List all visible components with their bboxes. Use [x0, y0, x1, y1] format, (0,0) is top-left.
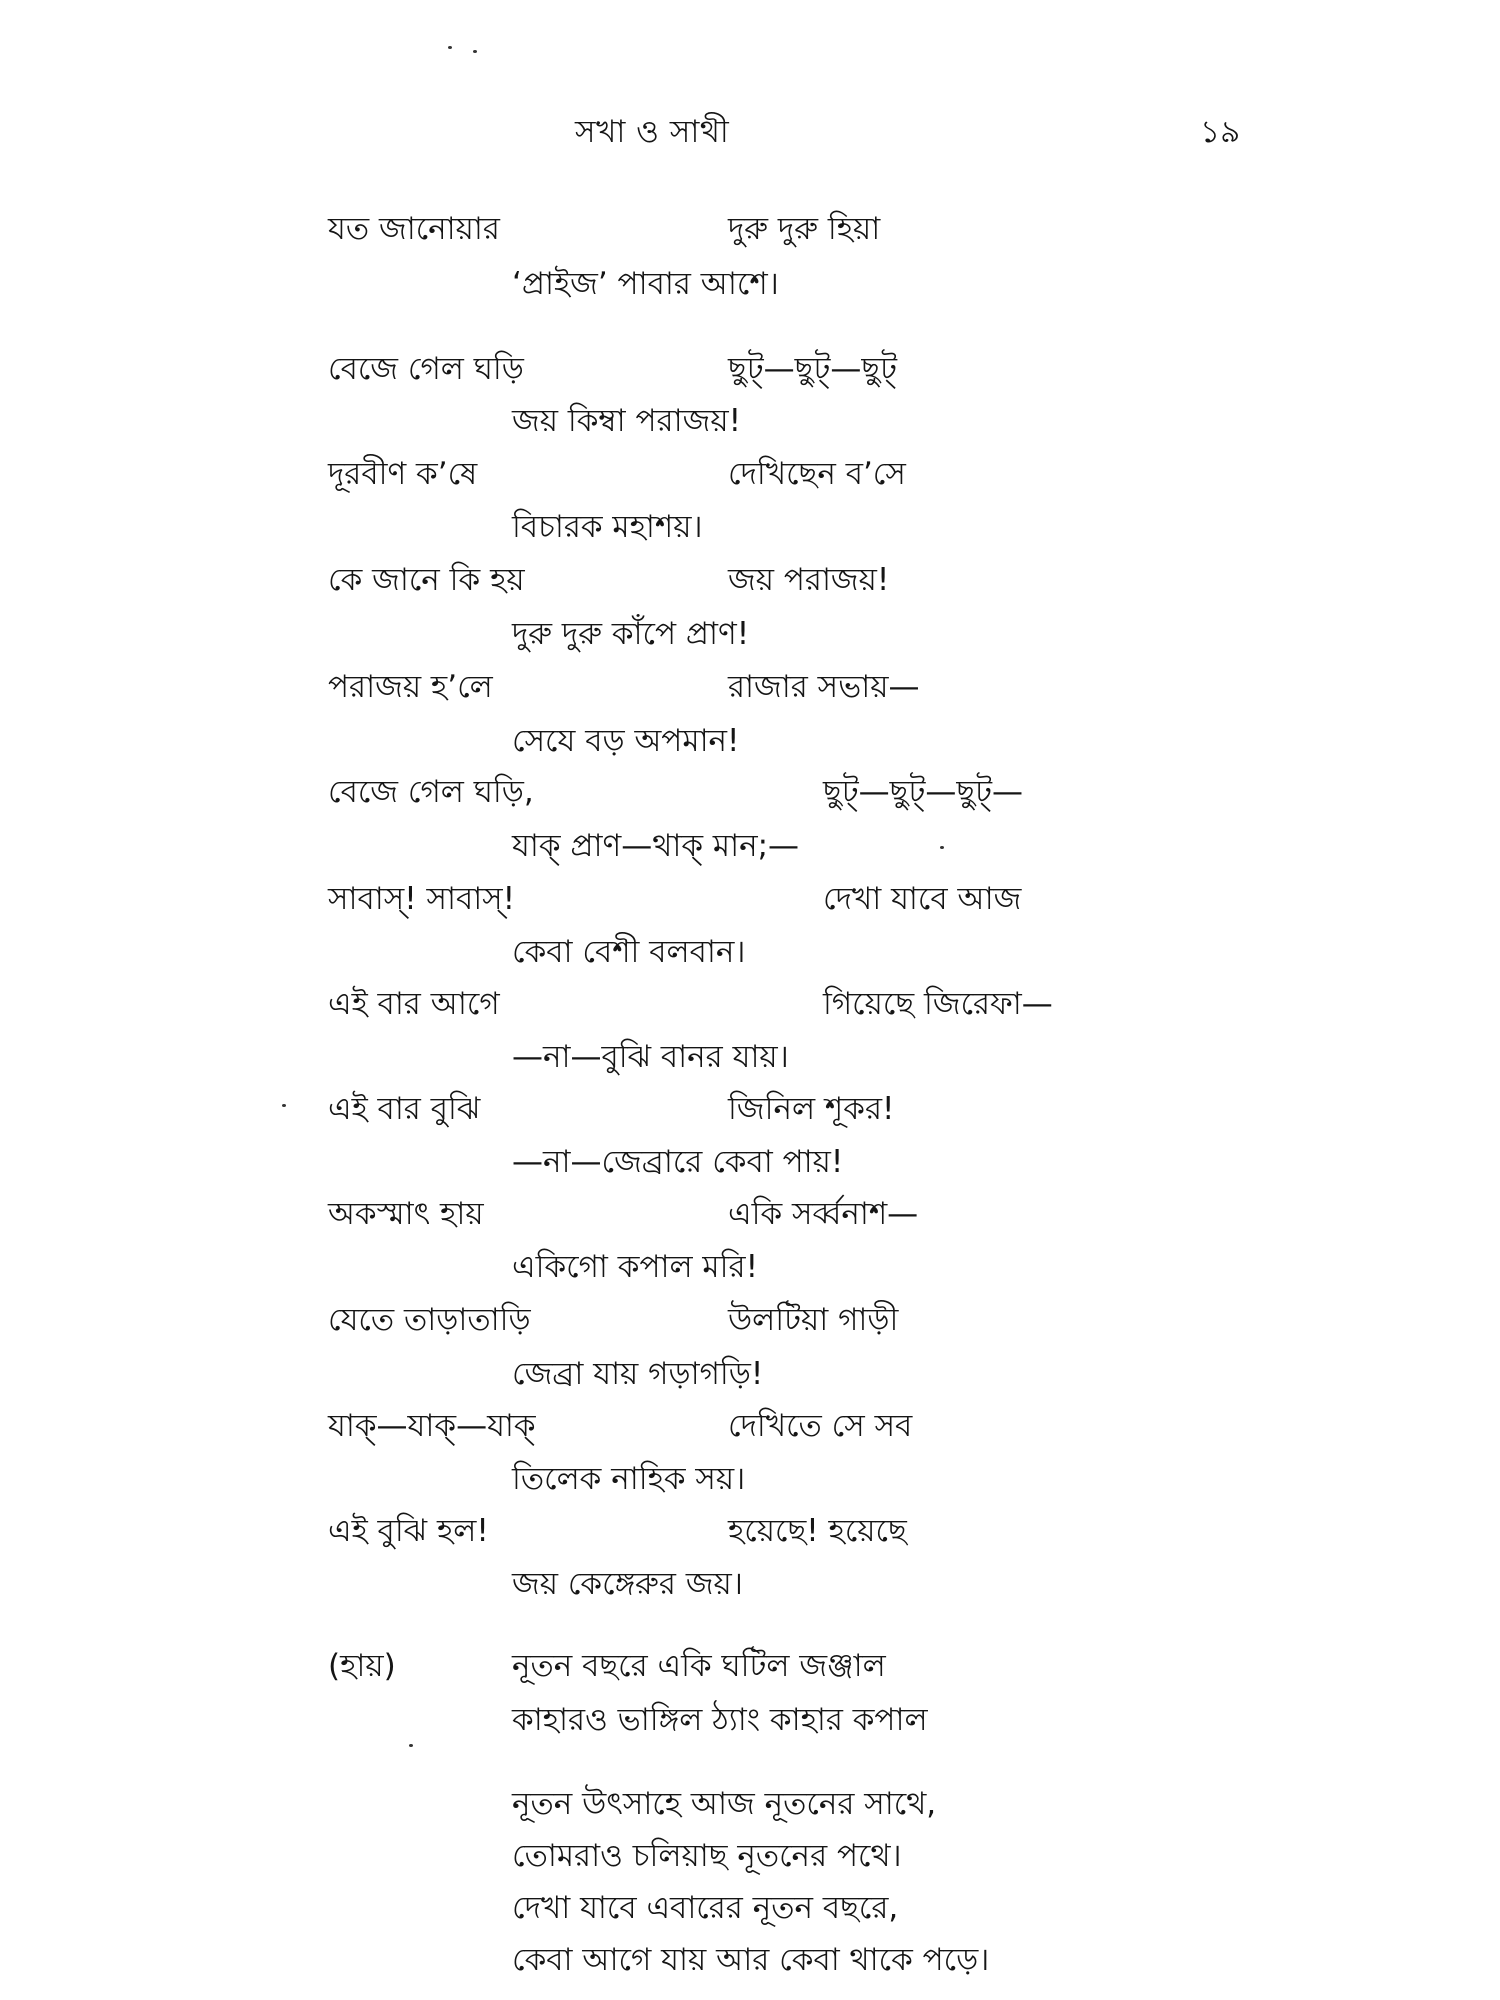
poem-line-left: এই বার বুঝি	[328, 1091, 481, 1127]
poem-line-left: যেতে তাড়াতাড়ি	[328, 1302, 531, 1338]
scan-speck	[473, 50, 477, 53]
poem-line-right: গিয়েছে জিরেফা—	[823, 986, 1053, 1022]
poem-line-right: একি সর্ব্বনাশ—	[728, 1196, 919, 1232]
poem-line-refrain: কেবা বেশী বলবান।	[512, 934, 746, 970]
poem-line-right: দুরু দুরু হিয়া	[728, 211, 881, 247]
speaker-label: (হায়)	[328, 1648, 396, 1684]
poem-line-right: ছুট্—ছুট্—ছুট্—	[823, 774, 1024, 810]
poem-line-right: রাজার সভায়—	[728, 669, 920, 705]
scan-speck	[940, 846, 944, 849]
poem-line-left: যত জানোয়ার	[328, 211, 500, 247]
final-stanza-line: দেখা যাবে এবারের নূতন বছরে,	[512, 1890, 899, 1926]
poem-line-refrain: —না—বুঝি বানর যায়।	[512, 1039, 789, 1075]
poem-line-right: জিনিল শূকর!	[728, 1091, 895, 1127]
poem-line-left: এই বার আগে	[328, 986, 500, 1022]
final-stanza-line: তোমরাও চলিয়াছ নূতনের পথে।	[512, 1838, 902, 1874]
poem-line-refrain: যাক্ প্রাণ—থাক্ মান;—	[512, 828, 800, 864]
running-header-title: সখা ও সাথী	[575, 114, 730, 150]
scan-speck	[282, 1104, 286, 1107]
poem-line-right: দেখিছেন ব’সে	[728, 456, 906, 492]
poem-line-refrain: জেব্রা যায় গড়াগড়ি!	[512, 1356, 764, 1392]
poem-line-left: দূরবীণ ক’ষে	[328, 456, 478, 492]
poem-line-left: এই বুঝি হল!	[328, 1513, 489, 1549]
poem-line-refrain: দুরু দুরু কাঁপে প্রাণ!	[512, 616, 750, 652]
poem-line-refrain: —না—জেব্রারে কেবা পায়!	[512, 1144, 844, 1180]
poem-line-left: বেজে গেল ঘড়ি,	[328, 774, 534, 810]
poem-line-left: পরাজয় হ’লে	[328, 669, 493, 705]
poem-line-right: হয়েছে! হয়েছে	[728, 1513, 907, 1549]
final-stanza-line: কেবা আগে যায় আর কেবা থাকে পড়ে।	[512, 1942, 990, 1978]
poem-line-right: ছুট্—ছুট্—ছুট্	[728, 351, 898, 387]
poem-line-right: উলটিয়া গাড়ী	[728, 1302, 899, 1338]
poem-line-left: কে জানে কি হয়	[328, 562, 525, 598]
poem-line-left: যাক্—যাক্—যাক্	[328, 1408, 536, 1444]
poem-line-refrain: জয় কেঙ্গেরুর জয়।	[512, 1566, 743, 1602]
poem-line-refrain: জয় কিম্বা পরাজয়!	[512, 403, 742, 439]
poem-line-refrain: বিচারক মহাশয়।	[512, 509, 703, 545]
poem-line-refrain: তিলেক নাহিক সয়।	[512, 1461, 746, 1497]
poem-line-left: অকস্মাৎ হায়	[328, 1196, 484, 1232]
coda-line: কাহারও ভাঙ্গিল ঠ্যাং কাহার কপাল	[512, 1702, 928, 1738]
poem-line-right: দেখিতে সে সব	[728, 1408, 913, 1444]
poem-line-refrain: একিগো কপাল মরি!	[512, 1249, 758, 1285]
scan-speck	[448, 46, 452, 49]
coda-line: নূতন বছরে একি ঘটিল জঞ্জাল	[512, 1648, 886, 1684]
poem-line-refrain: সেযে বড় অপমান!	[512, 723, 740, 759]
poem-line-left: সাবাস্! সাবাস্!	[328, 881, 516, 917]
poem-line-right: জয় পরাজয়!	[728, 562, 890, 598]
final-stanza-line: নূতন উৎসাহে আজ নূতনের সাথে,	[512, 1786, 937, 1822]
poem-line-left: বেজে গেল ঘড়ি	[328, 351, 524, 387]
page-number: ১৯	[1200, 114, 1241, 150]
poem-line-refrain: ‘প্রাইজ’ পাবার আশে।	[512, 266, 779, 302]
scan-speck	[409, 1744, 413, 1747]
poem-line-right: দেখা যাবে আজ	[823, 881, 1022, 917]
